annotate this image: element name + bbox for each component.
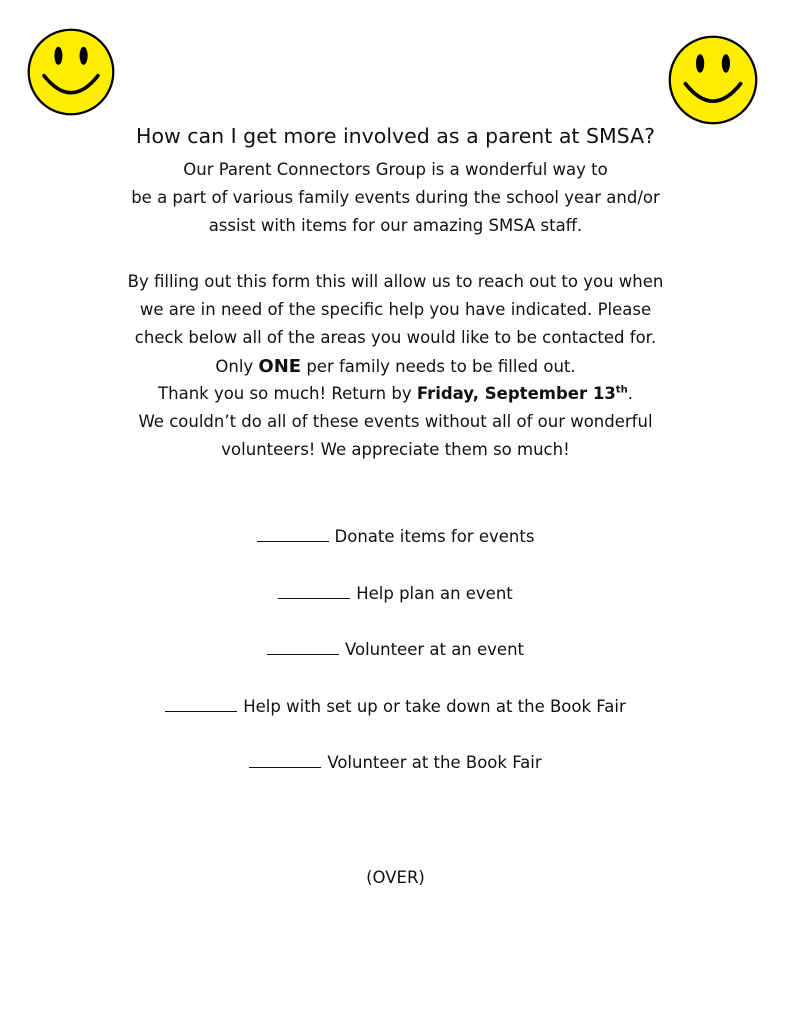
body-line: By filling out this form this will allow us to reach out to you when xyxy=(127,272,664,291)
smiley-face-icon xyxy=(667,34,759,126)
return-date: Friday, September 13 xyxy=(416,384,616,403)
intro-line: be a part of various family events during the school year and/or xyxy=(131,188,660,207)
checkbox-blank[interactable] xyxy=(165,697,237,712)
option-row xyxy=(0,584,791,603)
body-text: Only xyxy=(215,357,259,376)
body-line: check below all of the areas you would like to be contacted for. xyxy=(134,328,657,347)
checkbox-blank[interactable] xyxy=(249,753,321,768)
option-label: Volunteer at an event xyxy=(344,640,525,659)
body-line-return-date xyxy=(0,384,791,403)
smiley-face-icon xyxy=(26,27,116,117)
body-text: . xyxy=(627,384,633,403)
option-row xyxy=(0,640,791,659)
checkbox-blank[interactable] xyxy=(267,640,339,655)
option-label: Donate items for events xyxy=(334,527,535,546)
option-label: Volunteer at the Book Fair xyxy=(327,753,542,772)
option-label: Help with set up or take down at the Book Fair xyxy=(243,697,626,716)
body-text: Thank you so much! Return by xyxy=(158,384,417,403)
emphasis-one: ONE xyxy=(258,356,302,377)
option-row xyxy=(0,753,791,772)
checkbox-blank[interactable] xyxy=(257,527,329,542)
checkbox-blank[interactable] xyxy=(278,584,350,599)
body-line: volunteers! We appreciate them so much! xyxy=(221,440,570,459)
body-text: per family needs to be filled out. xyxy=(301,357,576,376)
over-label: (OVER) xyxy=(366,868,425,887)
option-row xyxy=(0,527,791,546)
date-suffix: th xyxy=(615,384,628,396)
body-line: we are in need of the specific help you have indicated. Please xyxy=(139,300,652,319)
option-row xyxy=(0,697,791,716)
option-label: Help plan an event xyxy=(356,584,513,603)
intro-line: Our Parent Connectors Group is a wonderful way to xyxy=(183,160,608,179)
page-title: How can I get more involved as a parent at SMSA? xyxy=(136,124,655,148)
body-line-one-per-family xyxy=(0,356,791,377)
body-line: We couldn’t do all of these events without all of our wonderful xyxy=(138,412,653,431)
intro-line: assist with items for our amazing SMSA staff. xyxy=(208,216,583,235)
